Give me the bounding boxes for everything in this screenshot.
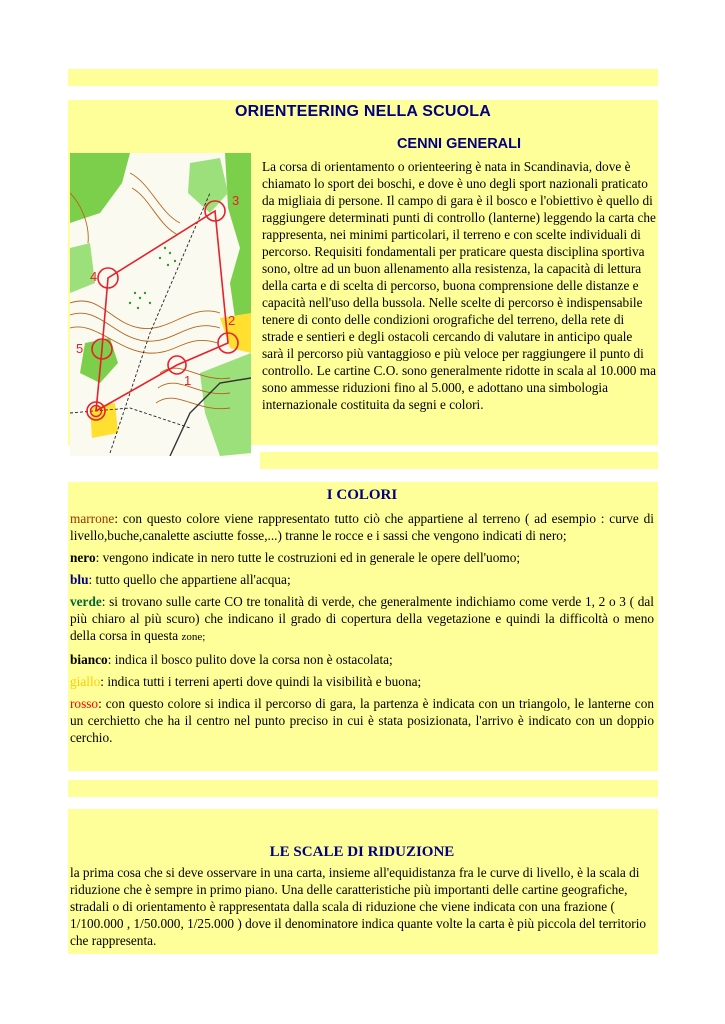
color-name: verde	[70, 594, 102, 609]
color-item-nero	[70, 549, 654, 566]
color-description-tail: zone;	[181, 631, 206, 643]
scales-paragraph: la prima cosa che si deve osservare in una carta, insieme all'equidistanza fra le curve di livello, è la scala di riduzione che è sempre in primo piano. Una delle caratteristiche più importanti delle cartine geografiche, stradali o di orientamento è rappresentata dalla scala di riduzione che viene indicata con una frazione ( 1/100.000 , 1/50.000, 1/25.000 ) dove il denominatore indica quante volte la carta è più piccola del territorio che rappresenta.	[70, 865, 647, 948]
color-name: rosso	[70, 696, 99, 711]
color-item-rosso	[70, 695, 654, 746]
color-name: giallo	[70, 674, 101, 689]
middle-band	[68, 780, 658, 797]
color-description: : indica il bosco pulito dove la corsa non è ostacolata;	[107, 652, 393, 667]
color-description: : con questo colore viene rappresentato tutto ciò che appartiene al terreno ( ad esempio : curve di livello,buche,canalette asciutte fosse,...) tranne le rocce e i sassi che vengono indicati di nero;	[70, 511, 654, 543]
color-item-bianco	[70, 651, 654, 668]
color-name: bianco	[70, 652, 108, 667]
color-name: blu	[70, 572, 89, 587]
scales-section	[68, 809, 658, 954]
intro-paragraph: La corsa di orientamento o orienteering è nata in Scandinavia, dove è chiamato lo sport dei boschi, e dove è uno degli sport nazionali praticato da migliaia di persone. Il campo di gara è il bosco e l'obiettivo è quello di raggiungere determinati punti di controllo (lanterne) leggendo la carta che rappresenta, nei minimi particolari, il terreno e con scelte individuali di percorso. Requisiti fondamentali per praticare questa disciplina sportiva sono, oltre ad un buon allenamento alla resistenza, la capacità di lettura della carta e di scelta di percorso, buona comprensione delle distanze e capacità nell'uso della bussola. Nelle scelte di percorso è indispensabile tenere di conto delle condizioni orografiche del terreno, della rete di strade e sentieri e degli ostacoli cercando di valutare in anticipo quale sarà il percorso più vantaggioso e più veloce per raggiungere il punto di controllo. Le cartine C.O. sono generalmente ridotte in scala al 10.000 ma sono ammesse riduzioni fino al 5.000, e adottano una simbologia internazionale costituita da segni e colori.	[262, 159, 656, 412]
color-name: marrone	[70, 511, 115, 526]
control-label-5: 5	[76, 341, 84, 356]
page-title: ORIENTEERING NELLA SCUOLA	[235, 103, 491, 120]
color-item-verde	[70, 593, 654, 646]
colors-section	[68, 482, 658, 771]
color-description: : si trovano sulle carte CO tre tonalità di verde, che generalmente indichiamo come verde 1, 2 o 3 ( dal più chiaro al più scuro) che indicano il grado di copertura della vegetazione e quindi la difficoltà o meno della corsa in questa	[70, 594, 654, 643]
section-subtitle: CENNI GENERALI	[396, 136, 522, 152]
color-item-giallo	[70, 673, 654, 690]
intro-footer-band	[260, 452, 658, 469]
color-item-marrone	[70, 510, 654, 544]
color-description: : tutto quello che appartiene all'acqua;	[88, 572, 291, 587]
control-label-2: 2	[228, 313, 236, 328]
orienteering-map	[70, 153, 251, 456]
color-description: : vengono indicate in nero tutte le costruzioni ed in generale le opere dell'uomo;	[95, 550, 521, 565]
control-label-1: 1	[184, 373, 192, 388]
colors-heading: I COLORI	[326, 487, 398, 503]
color-description: : indica tutti i terreni aperti dove quindi la visibilità e buona;	[100, 674, 422, 689]
control-label-3: 3	[232, 193, 240, 208]
control-label-4: 4	[90, 269, 98, 284]
color-description: : con questo colore si indica il percorso di gara, la partenza è indicata con un triangolo, le lanterne con un cerchietto che ha il centro nel punto preciso in cui è stata posizionata, l'arrivo è indicato con un doppio cerchio.	[70, 696, 654, 745]
top-band	[68, 69, 658, 86]
scales-heading: LE SCALE DI RIDUZIONE	[269, 844, 455, 860]
color-name: nero	[70, 550, 96, 565]
color-item-blu	[70, 571, 654, 588]
